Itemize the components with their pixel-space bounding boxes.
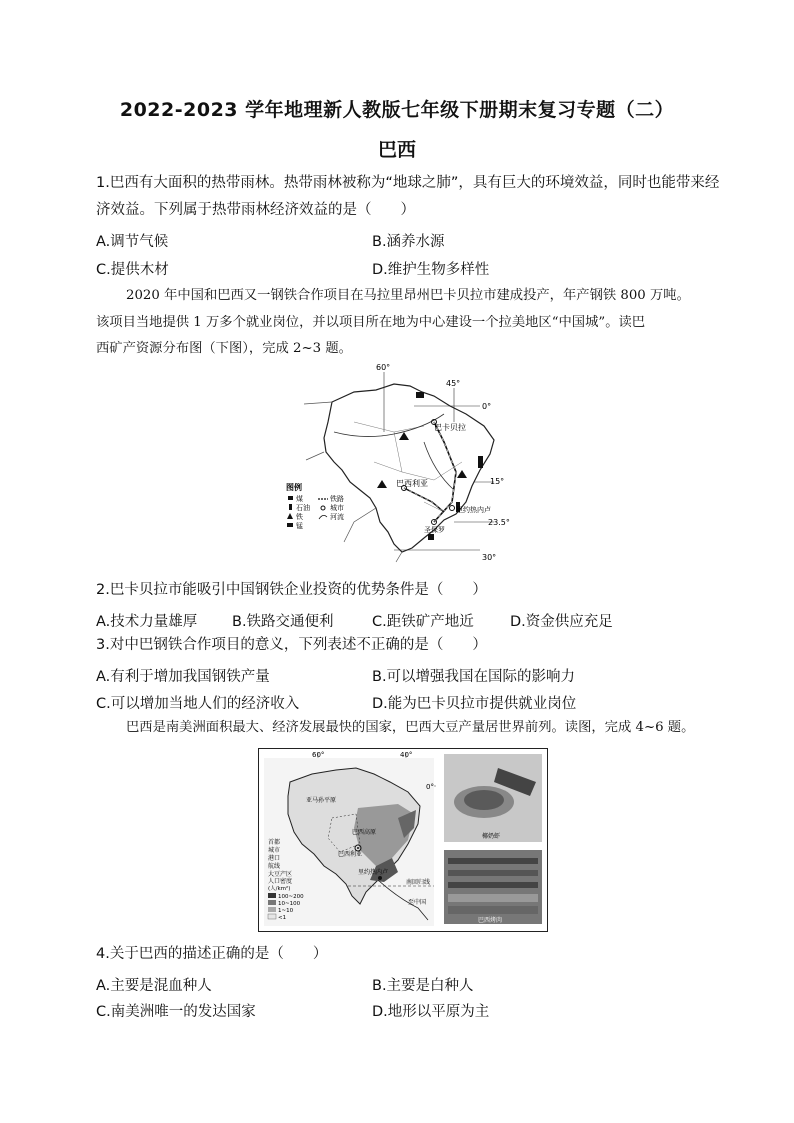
map1-legend-manganese: 锰 (296, 522, 303, 530)
passage1-line2: 该项目当地提供 1 万多个就业岗位，并以项目所在地为中心建设一个拉美地区“中国城”。读巴 (96, 315, 646, 330)
photo2-caption: 巴西烤肉 (478, 917, 503, 924)
map2-label-route: 南回归线 (406, 879, 431, 886)
map2-label-plateau: 巴西高原 (352, 829, 377, 836)
map2-legend-d4: <1 (278, 915, 287, 921)
map2-lon-40: 40° (400, 751, 413, 759)
map2-legend-density-unit: (人/km²) (268, 886, 291, 892)
q2-option-d[interactable]: D.资金供应充足 (510, 614, 613, 630)
map2-legend-route: 航线 (268, 863, 281, 870)
map1-lat-23: 23.5° (488, 518, 510, 527)
q2-option-c[interactable]: C.距铁矿产地近 (372, 614, 474, 630)
map2-label-rio: 里约热内卢 (358, 869, 389, 876)
map1-lon-45: 45° (446, 379, 461, 388)
map1-lat-15: 15° (490, 477, 505, 486)
passage2-line1: 巴西是南美洲面积最大、经济发展最快的国家，巴西大豆产量居世界前列。读图，完成 4~6 题。 (126, 720, 695, 735)
map1-legend-oil: 石油 (296, 504, 310, 512)
q3-stem: 3.对中巴钢铁合作项目的意义，下列表述不正确的是（ ） (96, 637, 487, 653)
q1-option-c[interactable]: C.提供木材 (96, 262, 169, 278)
map2-legend-d1: 100~200 (278, 894, 304, 900)
map2-legend-d3: 1~10 (278, 908, 294, 914)
map1-legend-river: 河流 (330, 513, 344, 521)
brazil-mineral-map (284, 362, 514, 568)
map2-legend-city: 城市 (268, 847, 281, 854)
map2-label-brasilia: 巴西利亚 (338, 851, 363, 858)
q2-stem: 2.巴卡贝拉市能吸引中国钢铁企业投资的优势条件是（ ） (96, 582, 487, 598)
map2-legend-soy: 大豆产区 (268, 871, 293, 878)
passage1-line3: 西矿产资源分布图（下图），完成 2~3 题。 (96, 341, 352, 356)
q4-option-c[interactable]: C.南美洲唯一的发达国家 (96, 1004, 256, 1020)
q1-option-d[interactable]: D.维护生物多样性 (372, 262, 490, 278)
q3-option-d[interactable]: D.能为巴卡贝拉市提供就业岗位 (372, 696, 577, 712)
q4-option-b[interactable]: B.主要是白种人 (372, 978, 474, 994)
map1-city-saopaulo: 圣保罗 (424, 526, 445, 534)
q1-line2: 济效益。下列属于热带雨林经济效益的是（ ） (96, 202, 415, 218)
q1-option-a[interactable]: A.调节气候 (96, 234, 169, 250)
map2-legend-density-title: 人口密度 (268, 878, 293, 885)
page-title: 2022-2023 学年地理新人教版七年级下册期末复习专题（二） (119, 99, 675, 121)
passage1-line1: 2020 年中国和巴西又一钢铁合作项目在马拉里昂州巴卡贝拉市建成投产，年产钢铁 800 万吨。 (126, 288, 690, 303)
map1-legend-railway: 铁路 (330, 495, 344, 503)
q3-option-c[interactable]: C.可以增加当地人们的经济收入 (96, 696, 300, 712)
map2-label-route2: 至中国 (408, 899, 427, 906)
q1-line1: 1.巴西有大面积的热带雨林。热带雨林被称为“地球之肺”，具有巨大的环境效益，同时也能带来经 (96, 175, 720, 191)
photo1-caption: 椰奶虾 (482, 833, 501, 840)
brazil-population-map (258, 748, 548, 932)
map2-legend-d2: 10~100 (278, 901, 301, 907)
map1-legend-city: 城市 (330, 504, 344, 512)
map1-lat-30: 30° (482, 553, 497, 562)
map1-legend-iron: 铁 (296, 513, 303, 521)
map2-lat-0: 0° (426, 783, 434, 791)
map1-city-rio: 里约热内卢 (456, 506, 491, 514)
q3-option-a[interactable]: A.有利于增加我国钢铁产量 (96, 669, 270, 685)
map2-legend-capital: 首都 (268, 839, 281, 846)
map1-legend-title: 图例 (286, 483, 302, 492)
q3-option-b[interactable]: B.可以增强我国在国际的影响力 (372, 669, 576, 685)
page-subtitle: 巴西 (377, 139, 416, 161)
q4-option-a[interactable]: A.主要是混血种人 (96, 978, 212, 994)
map1-lat-0: 0° (482, 402, 492, 411)
map1-city-brasilia: 巴西利亚 (396, 479, 428, 488)
map1-legend-coal: 煤 (296, 495, 303, 503)
map2-lon-60: 60° (312, 751, 325, 759)
map1-city-bacabal: 巴卡贝拉 (434, 423, 466, 432)
q1-option-b[interactable]: B.涵养水源 (372, 234, 445, 250)
map2-label-amazon: 亚马孙平原 (306, 797, 337, 804)
q2-option-b[interactable]: B.铁路交通便利 (232, 614, 334, 630)
q4-stem: 4.关于巴西的描述正确的是（ ） (96, 946, 328, 962)
map2-legend-port: 港口 (268, 855, 281, 862)
q2-option-a[interactable]: A.技术力量雄厚 (96, 614, 198, 630)
map1-lon-60: 60° (376, 363, 391, 372)
q4-option-d[interactable]: D.地形以平原为主 (372, 1004, 490, 1020)
